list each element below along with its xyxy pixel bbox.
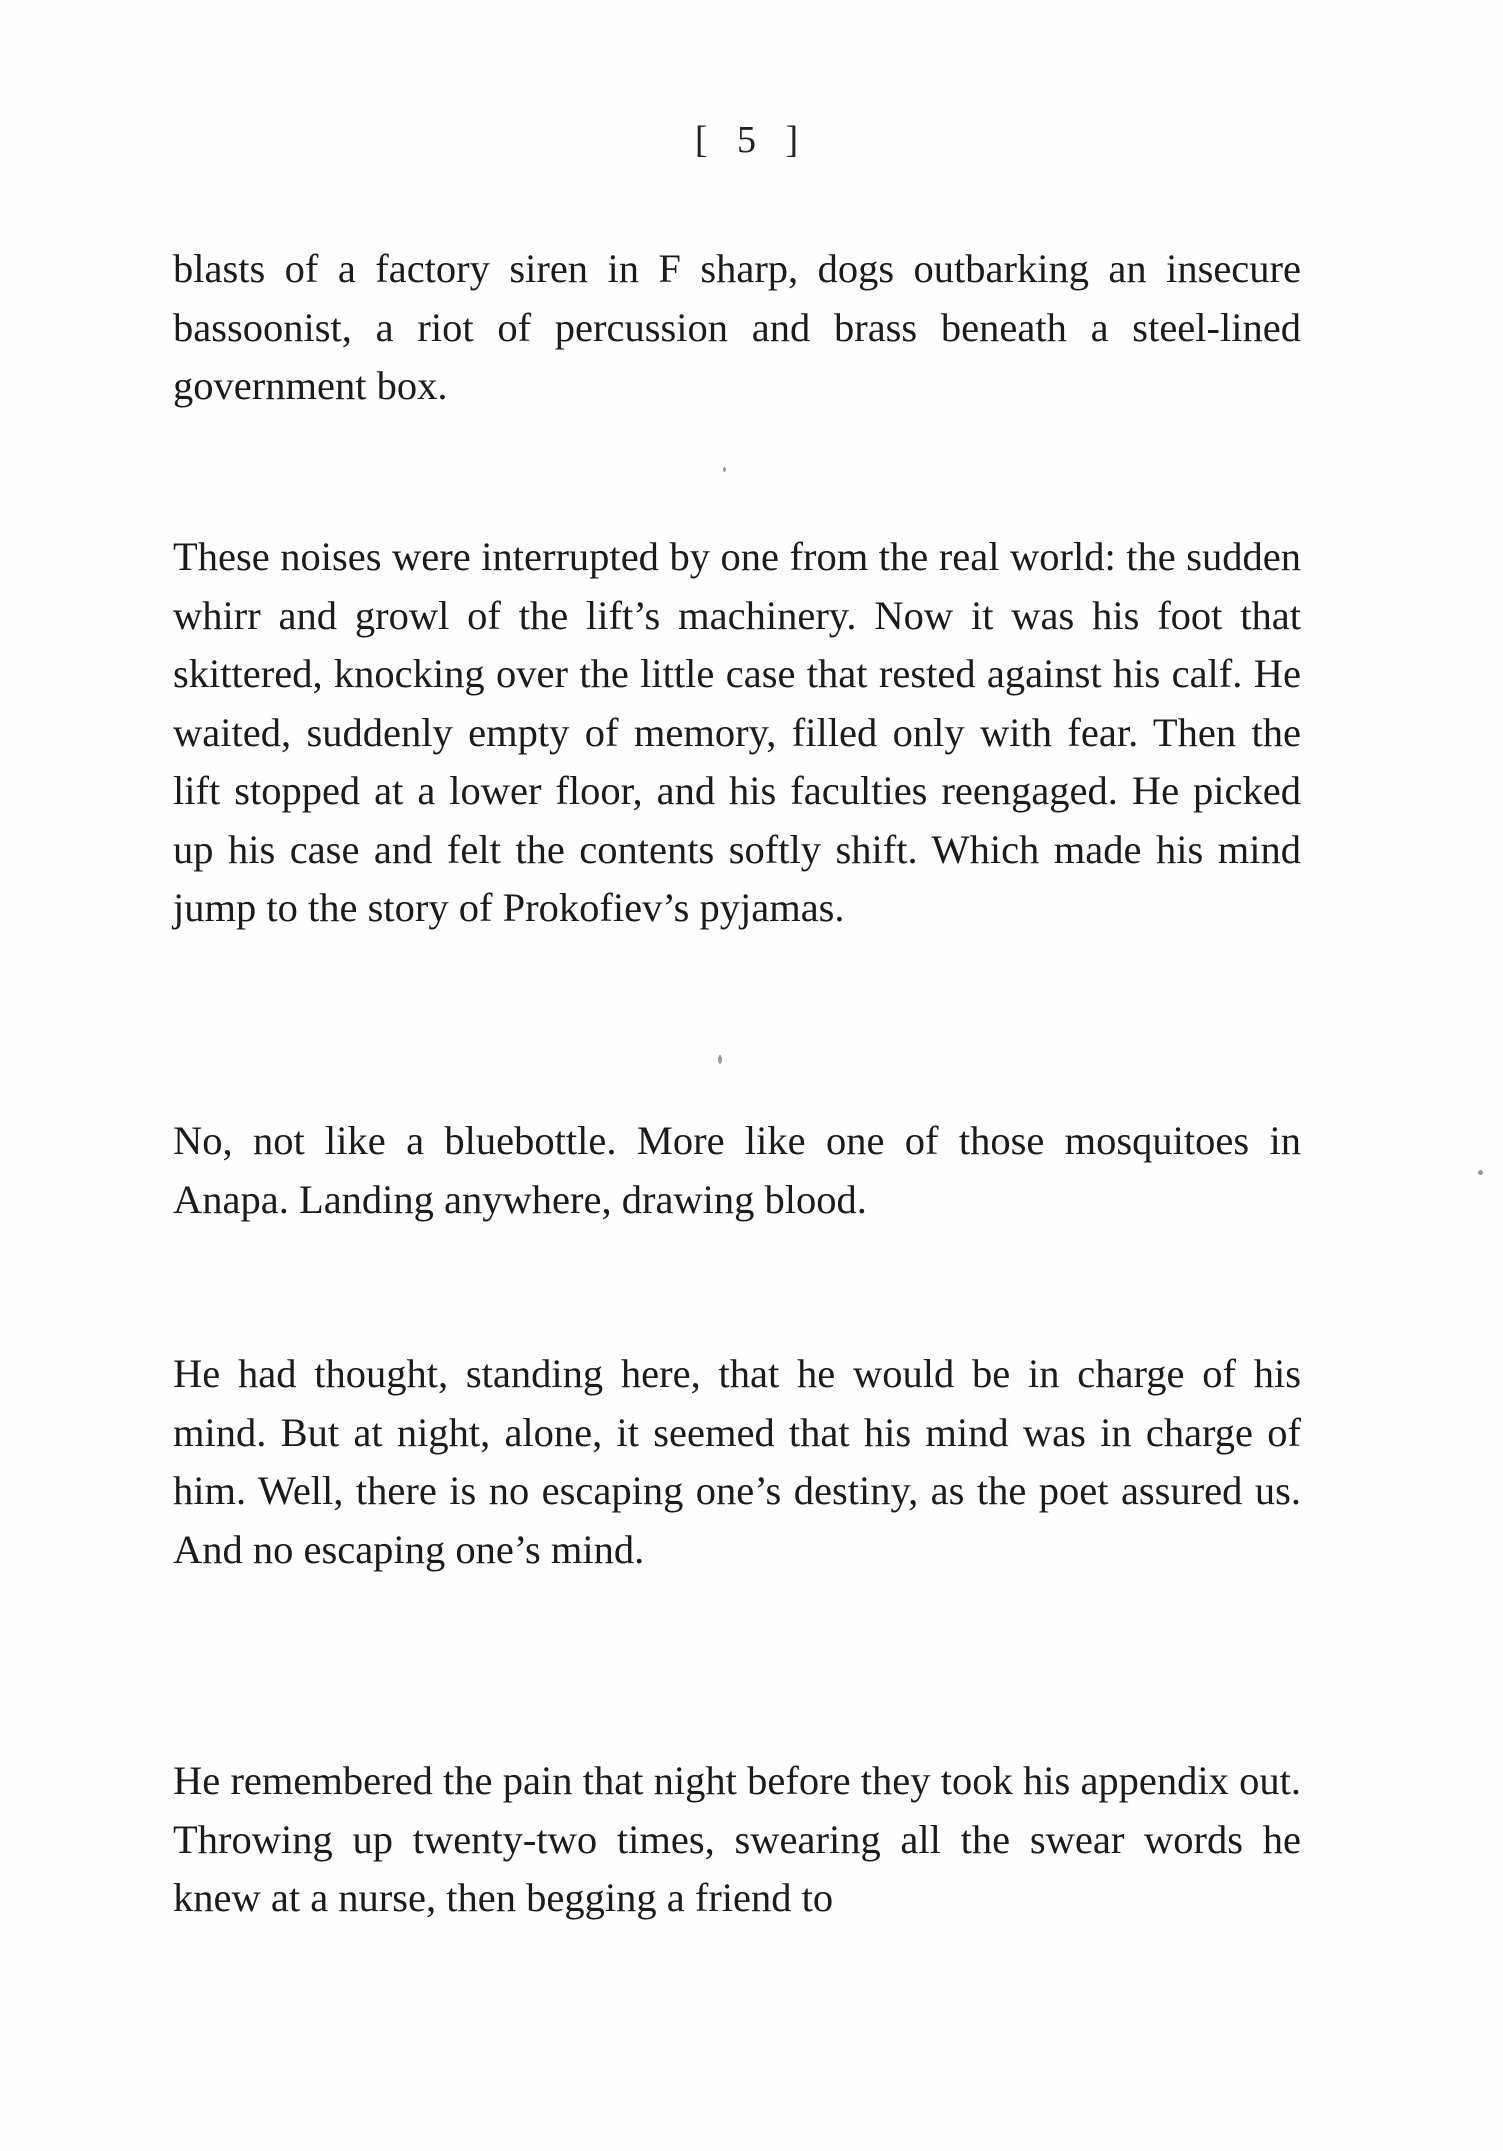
paragraph-text: blasts of a factory siren in F sharp, dogs outbarking an insecure bassoonist, a riot of percussion and brass beneath a steel-lined government box. — [173, 246, 1301, 408]
scan-speck — [718, 1055, 722, 1064]
paragraph-4 — [173, 1345, 1301, 1579]
paragraph-text: He remembered the pain that night before they took his appendix out. Throwing up twenty-two times, swearing all the swear words he knew at a nurse, then begging a friend to — [173, 1758, 1301, 1920]
paragraph-1 — [173, 240, 1301, 416]
paragraph-text: He had thought, standing here, that he would be in charge of his mind. But at night, alone, it seemed that his mind was in charge of him. Well, there is no escaping one’s destiny, as the poet assured us. And no escaping one’s mind. — [173, 1351, 1301, 1572]
scan-speck — [723, 467, 726, 472]
paragraph-text: These noises were interrupted by one from the real world: the sudden whirr and growl of the lift’s machinery. Now it was his foot that skittered, knocking over the little case that rested against his calf. He waited, suddenly empty of memory, filled only with fear. Then the lift stopped at a lower floor, and his faculties reengaged. He picked up his case and felt the contents softly shift. Which made his mind jump to the story of Prokofiev’s pyjamas. — [173, 534, 1301, 930]
scan-speck — [1478, 1170, 1483, 1175]
page-number: [ 5 ] — [694, 119, 809, 161]
paragraph-2 — [173, 528, 1301, 938]
paragraph-text: No, not like a bluebottle. More like one of those mosquitoes in Anapa. Landing anywhere, drawing blood. — [173, 1118, 1301, 1222]
paragraph-3 — [173, 1112, 1301, 1229]
paragraph-5 — [173, 1752, 1301, 1928]
